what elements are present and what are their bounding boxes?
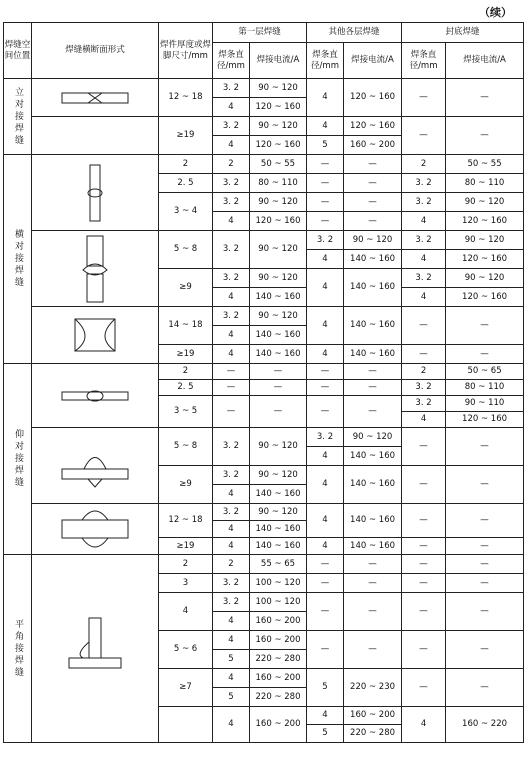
dash-cell: — xyxy=(402,345,446,364)
table-cell: 160 ~ 200 xyxy=(250,612,307,631)
table-cell: 140 ~ 160 xyxy=(344,447,402,466)
dash-cell: — xyxy=(402,631,446,669)
header-rod-dia: 焊条直径/mm xyxy=(213,43,250,79)
table-cell: 4 xyxy=(307,117,344,136)
table-cell: 3. 2 xyxy=(213,574,250,593)
dash-cell: — xyxy=(402,307,446,345)
table-cell: 5 ~ 6 xyxy=(159,631,213,669)
table-cell: 4 xyxy=(307,250,344,269)
table-cell: 3. 2 xyxy=(213,79,250,98)
table-cell: 90 ~ 120 xyxy=(446,231,524,250)
header-back-weld: 封底焊缝 xyxy=(402,23,524,43)
section-label: 横对接焊缝 xyxy=(4,155,32,364)
table-cell: 4 xyxy=(307,345,344,364)
table-cell: 5 xyxy=(213,688,250,707)
table-cell: 55 ~ 65 xyxy=(250,555,307,574)
dash-cell: — xyxy=(402,669,446,707)
table-cell: 100 ~ 120 xyxy=(250,593,307,612)
table-cell: 3. 2 xyxy=(213,428,250,466)
table-cell: 3. 2 xyxy=(402,380,446,396)
dash-cell: — xyxy=(213,380,250,396)
table-cell: 3. 2 xyxy=(402,269,446,288)
table-cell: 120 ~ 160 xyxy=(250,136,307,155)
dash-cell: — xyxy=(446,631,524,669)
table-cell: 80 ~ 110 xyxy=(446,174,524,193)
table-cell: 90 ~ 120 xyxy=(250,193,307,212)
dash-cell: — xyxy=(344,155,402,174)
table-cell: 220 ~ 280 xyxy=(250,688,307,707)
dash-cell: — xyxy=(307,193,344,212)
horizontal-butt-weld-figure xyxy=(32,231,159,307)
table-cell: ≥7 xyxy=(159,669,213,707)
table-cell: 3. 2 xyxy=(307,231,344,250)
table-cell: 3 ~ 4 xyxy=(159,193,213,231)
table-cell: 5 xyxy=(307,136,344,155)
table-cell: 4 xyxy=(307,307,344,345)
dash-cell: — xyxy=(446,345,524,364)
table-cell: 160 ~ 200 xyxy=(344,136,402,155)
table-cell: 80 ~ 110 xyxy=(250,174,307,193)
dash-cell: — xyxy=(402,79,446,117)
welding-parameter-table xyxy=(3,22,524,743)
table-cell: 4 xyxy=(213,707,250,743)
table-cell: 4 xyxy=(307,466,344,504)
table-cell: 140 ~ 160 xyxy=(250,521,307,538)
dash-cell: — xyxy=(402,117,446,155)
header-thickness: 焊件厚度或焊脚尺寸/mm xyxy=(159,23,213,79)
table-cell: 3. 2 xyxy=(213,174,250,193)
table-cell: 140 ~ 160 xyxy=(250,538,307,555)
table-cell: 4 xyxy=(402,288,446,307)
table-cell: 2. 5 xyxy=(159,174,213,193)
table-cell: 2 xyxy=(159,155,213,174)
table-cell: 90 ~ 120 xyxy=(344,428,402,447)
table-cell: 2. 5 xyxy=(159,380,213,396)
dash-cell: — xyxy=(402,574,446,593)
table-cell: 4 xyxy=(213,612,250,631)
table-cell: 140 ~ 160 xyxy=(344,345,402,364)
header-rod-dia: 焊条直径/mm xyxy=(307,43,344,79)
table-cell: 3. 2 xyxy=(402,193,446,212)
table-cell: 2 xyxy=(402,155,446,174)
dash-cell: — xyxy=(307,155,344,174)
table-cell: 120 ~ 160 xyxy=(344,79,402,117)
table-cell: 140 ~ 160 xyxy=(344,538,402,555)
dash-cell: — xyxy=(307,364,344,380)
table-cell: 3. 2 xyxy=(213,117,250,136)
table-cell: 160 ~ 200 xyxy=(250,707,307,743)
table-cell: 4 xyxy=(307,538,344,555)
table-cell: 90 ~ 120 xyxy=(250,504,307,521)
section-label: 平角接焊缝 xyxy=(4,555,32,743)
table-cell: 90 ~ 120 xyxy=(250,231,307,269)
table-cell: 120 ~ 160 xyxy=(250,212,307,231)
table-cell: 140 ~ 160 xyxy=(250,345,307,364)
table-cell: 140 ~ 160 xyxy=(344,307,402,345)
header-current: 焊接电流/A xyxy=(344,43,402,79)
dash-cell: — xyxy=(446,593,524,631)
header-current: 焊接电流/A xyxy=(446,43,524,79)
table-cell: 120 ~ 160 xyxy=(446,288,524,307)
table-cell: 220 ~ 280 xyxy=(250,650,307,669)
dash-cell: — xyxy=(307,631,344,669)
table-cell: 2 xyxy=(159,364,213,380)
dash-cell: — xyxy=(344,212,402,231)
table-cell: 90 ~ 110 xyxy=(446,396,524,412)
table-cell: 140 ~ 160 xyxy=(344,269,402,307)
empty-cell xyxy=(159,707,213,743)
table-cell: 2 xyxy=(159,555,213,574)
table-cell: 3 xyxy=(159,574,213,593)
overhead-butt-weld-figure xyxy=(32,504,159,555)
dash-cell: — xyxy=(446,574,524,593)
dash-cell: — xyxy=(344,364,402,380)
vertical-butt-weld-figure xyxy=(32,79,159,117)
table-cell: 4 xyxy=(213,521,250,538)
table-cell: 4 xyxy=(213,631,250,650)
section-label: 立对接焊缝 xyxy=(4,79,32,155)
header-cross-section: 焊缝横断面形式 xyxy=(32,23,159,79)
horizontal-butt-weld-figure xyxy=(32,307,159,364)
table-cell: 5 ~ 8 xyxy=(159,428,213,466)
table-cell: 2 xyxy=(213,155,250,174)
table-cell: 3. 2 xyxy=(213,193,250,212)
table-cell: 4 xyxy=(213,669,250,688)
table-cell: 4 xyxy=(402,212,446,231)
table-cell: 50 ~ 65 xyxy=(446,364,524,380)
overhead-butt-weld-figure xyxy=(32,364,159,428)
dash-cell: — xyxy=(446,428,524,466)
header-first-layer: 第一层焊缝 xyxy=(213,23,307,43)
dash-cell: — xyxy=(402,555,446,574)
table-cell: 4 xyxy=(402,707,446,743)
table-cell: 2 xyxy=(213,555,250,574)
table-cell: 140 ~ 160 xyxy=(344,250,402,269)
dash-cell: — xyxy=(446,538,524,555)
table-cell: 3. 2 xyxy=(213,231,250,269)
dash-cell: — xyxy=(446,466,524,504)
table-cell: 220 ~ 230 xyxy=(344,669,402,707)
vertical-butt-weld-figure xyxy=(32,117,159,155)
dash-cell: — xyxy=(344,574,402,593)
table-cell: 3. 2 xyxy=(213,269,250,288)
header-rod-dia: 焊条直径/mm xyxy=(402,43,446,79)
table-cell: ≥19 xyxy=(159,117,213,155)
table-cell: ≥19 xyxy=(159,345,213,364)
table-cell: 50 ~ 55 xyxy=(250,155,307,174)
table-cell: 160 ~ 200 xyxy=(250,631,307,650)
table-cell: 90 ~ 120 xyxy=(446,193,524,212)
dash-cell: — xyxy=(344,631,402,669)
dash-cell: — xyxy=(307,555,344,574)
table-cell: 90 ~ 120 xyxy=(250,466,307,485)
table-cell: 4 xyxy=(213,485,250,504)
table-cell: 4 xyxy=(159,593,213,631)
dash-cell: — xyxy=(402,538,446,555)
table-cell: 4 xyxy=(402,250,446,269)
dash-cell: — xyxy=(402,593,446,631)
table-cell: 4 xyxy=(307,269,344,307)
dash-cell: — xyxy=(446,555,524,574)
table-cell: 90 ~ 120 xyxy=(250,269,307,288)
dash-cell: — xyxy=(446,504,524,538)
dash-cell: — xyxy=(213,364,250,380)
table-cell: 3. 2 xyxy=(213,504,250,521)
table-cell: 3. 2 xyxy=(213,593,250,612)
table-cell: 160 ~ 200 xyxy=(250,669,307,688)
dash-cell: — xyxy=(307,593,344,631)
table-cell: 140 ~ 160 xyxy=(344,504,402,538)
dash-cell: — xyxy=(344,555,402,574)
table-cell: ≥9 xyxy=(159,269,213,307)
table-cell: 4 xyxy=(307,504,344,538)
table-cell: 120 ~ 160 xyxy=(446,412,524,428)
table-cell: 3. 2 xyxy=(402,396,446,412)
table-cell: 80 ~ 110 xyxy=(446,380,524,396)
dash-cell: — xyxy=(307,174,344,193)
table-cell: 3. 2 xyxy=(402,174,446,193)
table-cell: 160 ~ 200 xyxy=(344,707,402,725)
table-cell: 5 ~ 8 xyxy=(159,231,213,269)
dash-cell: — xyxy=(307,396,344,428)
table-cell: ≥9 xyxy=(159,466,213,504)
dash-cell: — xyxy=(446,117,524,155)
header-current: 焊接电流/A xyxy=(250,43,307,79)
table-cell: 3. 2 xyxy=(307,428,344,447)
dash-cell: — xyxy=(250,364,307,380)
table-cell: 4 xyxy=(213,98,250,117)
table-cell: 4 xyxy=(307,79,344,117)
dash-cell: — xyxy=(250,380,307,396)
section-label: 仰对接焊缝 xyxy=(4,364,32,555)
table-cell: 5 xyxy=(307,725,344,743)
dash-cell: — xyxy=(446,307,524,345)
table-cell: 4 xyxy=(213,345,250,364)
dash-cell: — xyxy=(344,593,402,631)
table-cell: 2 xyxy=(402,364,446,380)
dash-cell: — xyxy=(344,396,402,428)
table-cell: 120 ~ 160 xyxy=(344,117,402,136)
table-cell: 4 xyxy=(213,538,250,555)
table-cell: 220 ~ 280 xyxy=(344,725,402,743)
dash-cell: — xyxy=(402,466,446,504)
table-cell: 4 xyxy=(213,136,250,155)
table-cell: 4 xyxy=(307,447,344,466)
table-cell: 140 ~ 160 xyxy=(344,466,402,504)
dash-cell: — xyxy=(307,212,344,231)
table-cell: 3. 2 xyxy=(213,466,250,485)
table-cell: 14 ~ 18 xyxy=(159,307,213,345)
table-cell: 12 ~ 18 xyxy=(159,79,213,117)
table-cell: 50 ~ 55 xyxy=(446,155,524,174)
table-cell: 4 xyxy=(213,288,250,307)
dash-cell: — xyxy=(344,193,402,212)
table-cell: 3 ~ 5 xyxy=(159,396,213,428)
table-cell: 140 ~ 160 xyxy=(250,288,307,307)
table-cell: 90 ~ 120 xyxy=(250,428,307,466)
header-other-layers: 其他各层焊缝 xyxy=(307,23,402,43)
dash-cell: — xyxy=(344,380,402,396)
dash-cell: — xyxy=(446,669,524,707)
header-position: 焊缝空间位置 xyxy=(4,23,32,79)
table-cell: 4 xyxy=(213,326,250,345)
dash-cell: — xyxy=(446,79,524,117)
table-cell: 4 xyxy=(307,707,344,725)
table-cell: 90 ~ 120 xyxy=(250,307,307,326)
dash-cell: — xyxy=(344,174,402,193)
dash-cell: — xyxy=(402,428,446,466)
dash-cell: — xyxy=(307,380,344,396)
table-cell: 90 ~ 120 xyxy=(344,231,402,250)
table-cell: 5 xyxy=(307,669,344,707)
flat-fillet-weld-figure xyxy=(32,555,159,743)
table-cell: 140 ~ 160 xyxy=(250,326,307,345)
table-cell: 90 ~ 120 xyxy=(250,117,307,136)
table-cell: ≥19 xyxy=(159,538,213,555)
table-cell: 120 ~ 160 xyxy=(250,98,307,117)
dash-cell: — xyxy=(402,504,446,538)
table-cell: 3. 2 xyxy=(402,231,446,250)
table-cell: 100 ~ 120 xyxy=(250,574,307,593)
table-cell: 120 ~ 160 xyxy=(446,212,524,231)
horizontal-butt-weld-figure xyxy=(32,155,159,231)
dash-cell: — xyxy=(250,396,307,428)
overhead-butt-weld-figure xyxy=(32,428,159,504)
table-cell: 4 xyxy=(213,212,250,231)
table-cell: 90 ~ 120 xyxy=(446,269,524,288)
dash-cell: — xyxy=(213,396,250,428)
table-cell: 5 xyxy=(213,650,250,669)
table-cell: 12 ~ 18 xyxy=(159,504,213,538)
table-cell: 160 ~ 220 xyxy=(446,707,524,743)
dash-cell: — xyxy=(307,574,344,593)
table-cell: 90 ~ 120 xyxy=(250,79,307,98)
table-cell: 120 ~ 160 xyxy=(446,250,524,269)
table-cell: 3. 2 xyxy=(213,307,250,326)
table-cell: 4 xyxy=(402,412,446,428)
table-cell: 140 ~ 160 xyxy=(250,485,307,504)
continued-label: （续） xyxy=(479,6,512,19)
